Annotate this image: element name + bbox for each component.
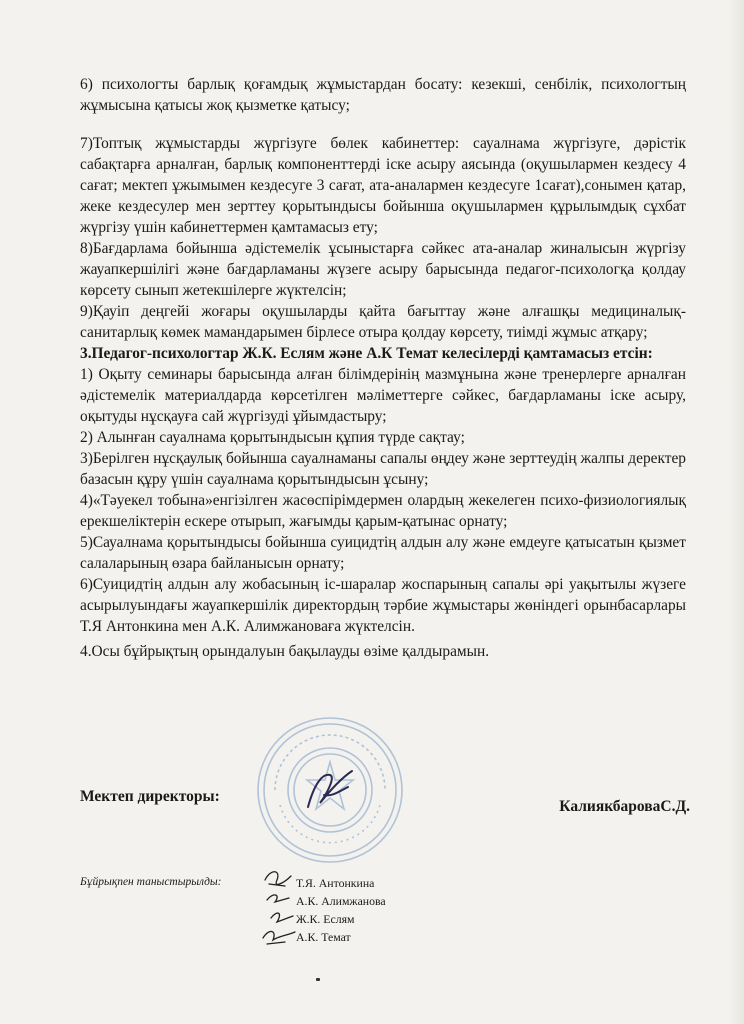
section-3-item-2: 2) Алынған сауалнама қорытындысын құпия түрде сақтау; <box>80 429 465 446</box>
ack-name-item: Ж.К. Еслям <box>296 912 355 926</box>
section-3-item-6: 6)Суицидтің алдын алу жобасының іс-шаралар жоспарының сапалы әрі уақытылы жүзеге асырылуындағы жауапкершілік директордың тәрбие жұмыстары жөніндегі орынбасарлары Т.Я Антонкина мен А.К. Алимжановаға жүктелсін. <box>80 576 686 635</box>
paragraph-item-9: 9)Қауіп деңгейі жоғары оқушыларды қайта бағыттау және алғашқы медициналық-санитарлық көмек мамандарымен бірлесе отыра қолдау көрсету, тиімді жұмыс атқару; <box>80 303 686 341</box>
director-label: Мектеп директоры: <box>80 788 220 805</box>
paragraph-item-7: 7)Топтық жұмыстарды жүргізуге бөлек кабинеттер: сауалнама жүргізуге, дәрістік сабақтарға арналған, барлық компоненттерді іске асыру аясында (оқушылармен кездесу 4 сағат; мектеп ұжымымен кездесуге 3 сағат, ата-аналармен кездесуге 1сағат),сонымен қатар, жеке кездесулер мен зерттеу қорытындысы бойынша оқушылармен құрылымдық сұхбат жүргізу үшін кабинеттермен қамтамасыз ету; <box>80 135 686 236</box>
director-name: КалиякбароваС.Д. <box>559 798 690 815</box>
section-3-item-1: 1) Оқыту семинары барысында алған білімдерінің мазмұнына және тренерлерге арналған әдістемелік материалдарда көрсетілген мәліметтерге сәйкес, бағдарламаны іске асыру, оқытуды нұсқауға сай жүргізуді ұйымдастыру; <box>80 366 686 425</box>
director-signature-row <box>80 788 690 816</box>
paragraph-item-8: 8)Бағдарлама бойынша әдістемелік ұсыныстарға сәйкес ата-аналар жиналысын жүргізу жауапкершілігі және бағдарламаны жүзеге асыру барысында педагог-психологқа қолдау көрсету сынып жетекшілерге жүктелсін; <box>80 240 686 299</box>
section-3-item-5: 5)Сауалнама қорытындысы бойынша суицидтің алдын алу және емдеуге қатысатын қызмет салаларының өзара байланысын орнату; <box>80 534 686 572</box>
section-3-heading: 3.Педагог-психологтар Ж.К. Еслям және А.К Темат келесілерді қамтамасыз етсін: <box>80 345 653 362</box>
scan-edge-shadow <box>728 0 744 1024</box>
acknowledgement-label: Бұйрықпен таныстырылды: <box>80 876 222 888</box>
ack-name-item: А.К. Темат <box>296 930 351 944</box>
ack-name-item: Т.Я. Антонкина <box>296 876 375 890</box>
section-4-control: 4.Осы бұйрықтың орындалуын бақылауды өзіме қалдырамын. <box>80 643 490 660</box>
section-3-item-4: 4)«Тәуекел тобына»енгізілген жасөспірімдермен олардың жекелеген психо-физиологиялық ерекшеліктерін ескере отырып, жағымды қарым-қатынас орнату; <box>80 492 686 530</box>
document-body <box>80 74 686 662</box>
ack-name-item: А.К. Алимжанова <box>296 894 386 908</box>
paragraph-item-6: 6) психологты барлық қоғамдық жұмыстардан босату: кезекші, сенбілік, психологтың жұмысына қатысы жоқ қызметке қатысу; <box>80 76 686 114</box>
acknowledgement-list <box>296 874 386 946</box>
section-3-item-3: 3)Берілген нұсқаулық бойынша сауалнаманы сапалы өңдеу және зерттеудің жалпы деректер базасын құру үшін сауалнама қорытындысын ұсыну; <box>80 450 686 488</box>
page-mark <box>316 978 320 981</box>
